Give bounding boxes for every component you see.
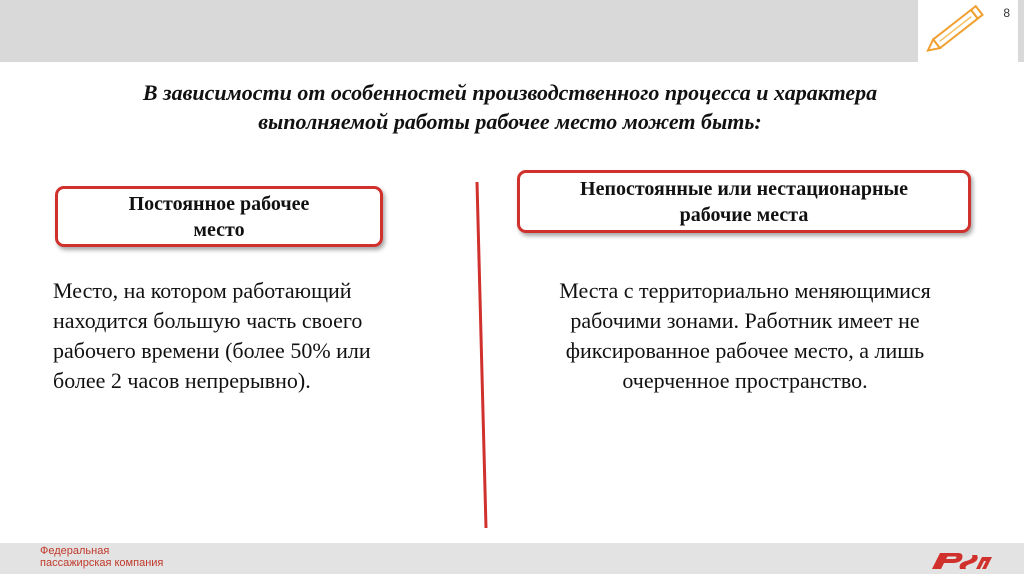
permanent-text-line: Место, на котором работающий <box>53 278 352 303</box>
permanent-text-line: более 2 часов непрерывно). <box>53 368 311 393</box>
page-title <box>40 78 980 136</box>
nonpermanent-text-line: фиксированное рабочее место, а лишь <box>565 338 925 363</box>
permanent-box-line-2: место <box>193 218 245 241</box>
rzd-logo <box>930 549 996 571</box>
pencil-icon <box>918 0 992 60</box>
permanent-box-line-1: Постоянное рабочее <box>128 192 310 215</box>
permanent-text-line: находится большую часть своего <box>53 308 363 333</box>
nonpermanent-box-line-1: Непостоянные или нестационарные <box>580 177 908 200</box>
nonpermanent-text-line: Места с территориально меняющимися <box>559 278 931 303</box>
company-line-1: Федеральная <box>40 545 110 557</box>
page-number: 8 <box>1003 6 1010 20</box>
header-band <box>0 0 1024 62</box>
company-name <box>40 545 163 569</box>
nonpermanent-workplace-box <box>517 170 971 233</box>
nonpermanent-text-line: очерченное пространство. <box>622 368 868 393</box>
permanent-workplace-box <box>55 186 383 247</box>
permanent-description <box>53 276 453 396</box>
nonpermanent-box-line-2: рабочие места <box>679 203 809 226</box>
nonpermanent-description <box>510 276 980 396</box>
title-line-2: выполняемой работы рабочее место может быть: <box>258 109 762 134</box>
title-line-1: В зависимости от особенностей производственного процесса и характера <box>142 80 878 105</box>
nonpermanent-text-line: рабочими зонами. Работник имеет не <box>570 308 920 333</box>
permanent-text-line: рабочего времени (более 50% или <box>53 338 371 363</box>
company-line-2: пассажирская компания <box>40 557 164 569</box>
